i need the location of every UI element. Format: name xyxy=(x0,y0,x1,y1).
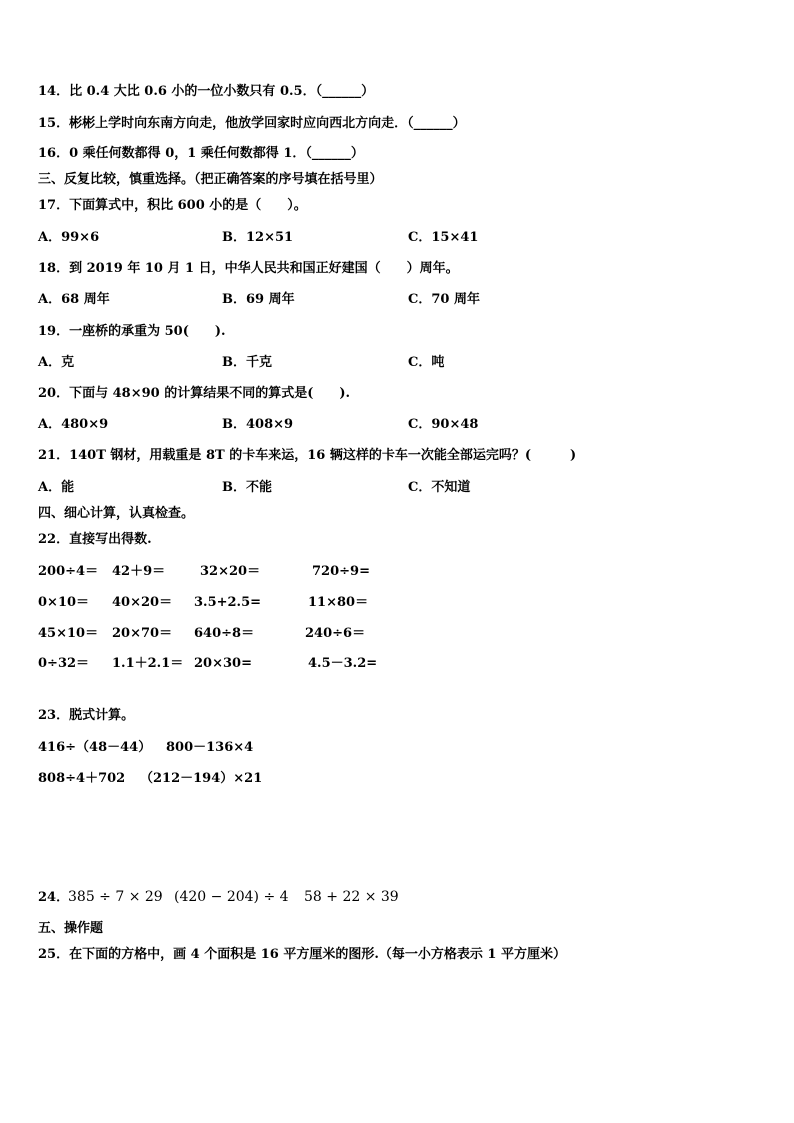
question-19-option-a: A．克 xyxy=(38,355,75,370)
question-21-stem: 21．140T 钢材，用载重是 8T 的卡车来运，16 辆这样的卡车一次能全部运完吗？( ) xyxy=(38,448,577,463)
q24-expression: 385 ÷ 7 × 29 xyxy=(68,889,163,905)
question-20-option-a: A．480×9 xyxy=(38,417,109,432)
section-5-heading: 五、操作题 xyxy=(38,921,104,936)
q22-item: 40×20＝ xyxy=(112,595,173,610)
question-19-stem: 19．一座桥的承重为 50( ). xyxy=(38,324,226,339)
question-16: 16．0 乘任何数都得 0，1 乘任何数都得 1．（______） xyxy=(38,146,364,161)
q22-item: 45×10＝ xyxy=(38,626,99,641)
question-15: 15．彬彬上学时向东南方向走，他放学回家时应向西北方向走．（______） xyxy=(38,116,466,131)
q22-item: 42＋9＝ xyxy=(112,564,166,579)
q22-item: 0×10＝ xyxy=(38,595,90,610)
q24-expression: 58 + 22 × 39 xyxy=(304,889,399,905)
section-4-heading: 四、细心计算，认真检查。 xyxy=(38,506,195,521)
section-3-heading: 三、反复比较，慎重选择。（把正确答案的序号填在括号里） xyxy=(38,172,383,187)
q22-item: 0÷32＝ xyxy=(38,656,90,671)
question-20-option-c: C．90×48 xyxy=(408,417,479,432)
question-17-option-a: A．99×6 xyxy=(38,230,100,245)
question-18-option-a: A．68 周年 xyxy=(38,292,110,307)
q22-item: 4.5－3.2= xyxy=(308,656,378,671)
question-18-stem: 18．到 2019 年 10 月 1 日，中华人民共和国正好建国（ ）周年。 xyxy=(38,261,459,276)
question-18-option-c: C．70 周年 xyxy=(408,292,480,307)
q23-expression: 808÷4＋702 xyxy=(38,771,126,786)
question-20-stem: 20．下面与 48×90 的计算结果不同的算式是( ). xyxy=(38,386,351,401)
question-21-option-a: A．能 xyxy=(38,480,75,495)
question-25: 25．在下面的方格中，画 4 个面积是 16 平方厘米的图形.（每一小方格表示 1 平方厘米） xyxy=(38,947,566,962)
question-21-option-c: C．不知道 xyxy=(408,480,471,495)
question-22-stem: 22．直接写出得数. xyxy=(38,532,152,547)
q22-item: 11×80＝ xyxy=(308,595,369,610)
question-21-option-b: B．不能 xyxy=(222,480,272,495)
q23-expression: （212－194）×21 xyxy=(140,771,263,786)
q22-item: 3.5+2.5= xyxy=(194,595,262,610)
q22-item: 32×20＝ xyxy=(200,564,261,579)
question-17-option-b: B．12×51 xyxy=(222,230,294,245)
question-19-option-c: C．吨 xyxy=(408,355,445,370)
question-23-stem: 23．脱式计算。 xyxy=(38,708,135,723)
question-19-option-b: B．千克 xyxy=(222,355,272,370)
q22-item: 200÷4＝ xyxy=(38,564,99,579)
q22-item: 240÷6＝ xyxy=(305,626,366,641)
q22-item: 20×70＝ xyxy=(112,626,173,641)
q23-expression: 800－136×4 xyxy=(166,740,254,755)
question-17-option-c: C．15×41 xyxy=(408,230,479,245)
question-17-stem: 17．下面算式中，积比 600 小的是（ ）。 xyxy=(38,198,307,213)
q23-expression: 416÷（48－44） xyxy=(38,740,152,755)
q24-expression: (420 − 204) ÷ 4 xyxy=(174,889,289,905)
question-24-label: 24． xyxy=(38,890,70,905)
q22-item: 1.1＋2.1＝ xyxy=(112,656,184,671)
q22-item: 20×30= xyxy=(194,656,252,671)
q22-item: 720÷9= xyxy=(312,564,370,579)
question-14: 14．比 0.4 大比 0.6 小的一位小数只有 0.5．（______） xyxy=(38,84,375,99)
question-20-option-b: B．408×9 xyxy=(222,417,294,432)
q22-item: 640÷8＝ xyxy=(194,626,255,641)
question-18-option-b: B．69 周年 xyxy=(222,292,295,307)
